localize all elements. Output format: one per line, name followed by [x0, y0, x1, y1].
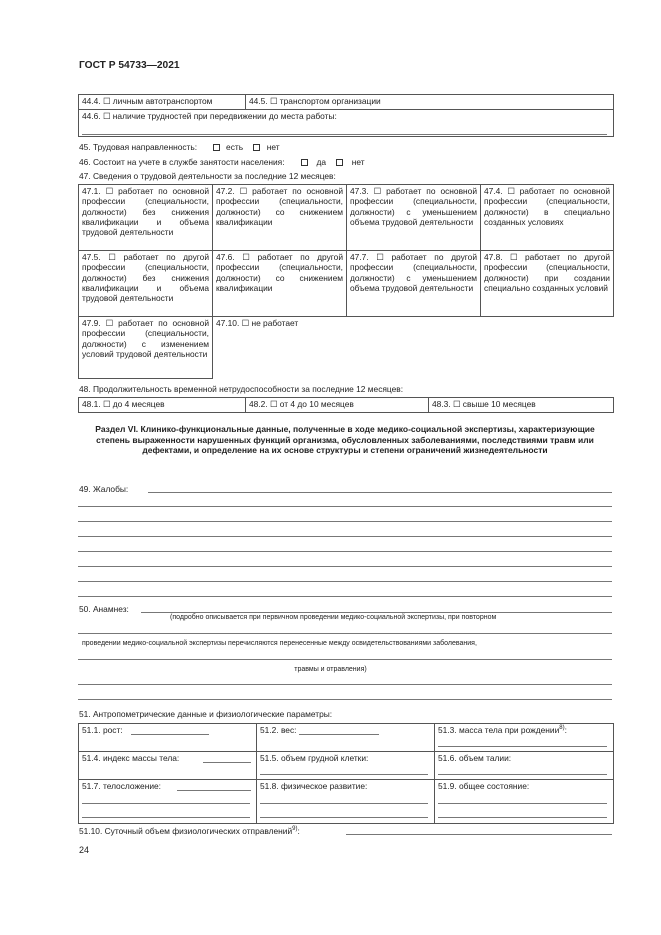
- cell-51-1: [79, 724, 257, 752]
- q51-title: 51. Антропометрические данные и физиологические параметры:: [79, 709, 333, 719]
- option-47-10[interactable]: 47.10. ☐ не работает: [213, 317, 614, 379]
- q46-yes-label: да: [316, 157, 327, 167]
- general-state-field-line[interactable]: [438, 803, 607, 804]
- label-51-2: 51.2. вес:: [260, 725, 297, 735]
- general-state-field-line[interactable]: [438, 817, 607, 818]
- option-47-1[interactable]: 47.1. ☐ работает по основной профессии (специальности, должности) без снижения квалификации и объема трудовой деятельности: [79, 185, 213, 251]
- q46-no-checkbox[interactable]: [336, 159, 343, 166]
- anamnesis-line[interactable]: [78, 633, 612, 634]
- q45-label: 45. Трудовая направленность:: [79, 142, 198, 152]
- label-51-3: 51.3. масса тела при рождении: [438, 725, 560, 735]
- option-48-2[interactable]: 48.2. ☐ от 4 до 10 месяцев: [246, 398, 429, 413]
- complaints-line[interactable]: [78, 566, 612, 567]
- cell-51-3: 51.3. масса тела при рождении$^{8)}$:: [435, 724, 614, 752]
- option-47-9[interactable]: 47.9. ☐ работает по основной профессии (специальности, должности) с изменением условий трудовой деятельности: [79, 317, 213, 379]
- document-header: ГОСТ Р 54733—2021: [79, 60, 180, 71]
- footnote-9-ref: 9): [292, 826, 298, 833]
- q51-10-row: 51.10. Суточный объем физиологических отправлений$^{9)}$:: [79, 826, 300, 836]
- label-51-1: 51.1. рост:: [82, 725, 123, 735]
- build-field-line[interactable]: [82, 817, 250, 818]
- weight-field-line[interactable]: [299, 734, 379, 735]
- cell-51-7: [79, 780, 257, 824]
- difficulty-field-line[interactable]: [82, 134, 607, 135]
- label-51-4: 51.4. индекс массы тела:: [82, 753, 180, 763]
- cell-51-8: [257, 780, 435, 824]
- complaints-line[interactable]: [78, 521, 612, 522]
- q45-row: [79, 142, 280, 152]
- disability-duration-table: [78, 397, 614, 413]
- complaints-line[interactable]: [78, 506, 612, 507]
- label-51-7: 51.7. телосложение:: [82, 781, 161, 791]
- option-44-4[interactable]: 44.4. ☐ личным автотранспортом: [79, 95, 246, 110]
- option-47-8[interactable]: 47.8. ☐ работает по другой профессии (специальности, должности) при создании специально созданных условий: [481, 251, 614, 317]
- label-51-8: 51.8. физическое развитие:: [260, 781, 368, 791]
- option-47-3[interactable]: 47.3. ☐ работает по основной профессии (специальности, должности) с уменьшением объема трудовой деятельности: [347, 185, 481, 251]
- build-field-line[interactable]: [177, 790, 251, 791]
- option-47-5[interactable]: 47.5. ☐ работает по другой профессии (специальности, должности) без снижения квалификации и объема трудовой деятельности: [79, 251, 213, 317]
- complaints-line[interactable]: [78, 551, 612, 552]
- q50-label: 50. Анамнез:: [79, 604, 129, 614]
- anamnesis-hint-1: (подробно описывается при первичном проведении медико-социальной экспертизы, при повторном: [170, 614, 497, 621]
- anamnesis-line[interactable]: [78, 684, 612, 685]
- transport-table: [78, 94, 614, 137]
- section-vi-title: Раздел VI. Клинико-функциональные данные, полученные в ходе медико-социальной экспертизы, характеризующие степень выраженности нарушенных функций организма, обусловленных заболеваниями, последствиями травм или дефектами, и определение на их основе структуры и степени ограничений жизнедеятельности: [95, 424, 595, 456]
- cell-51-4: [79, 752, 257, 780]
- option-47-4[interactable]: 47.4. ☐ работает по основной профессии (специальности, должности) в специально созданных условиях: [481, 185, 614, 251]
- q46-yes-checkbox[interactable]: [301, 159, 308, 166]
- q46-row: [79, 157, 365, 167]
- bmi-field-line[interactable]: [203, 762, 251, 763]
- q45-no-label: нет: [266, 142, 280, 152]
- complaints-line[interactable]: [78, 536, 612, 537]
- complaints-line[interactable]: [78, 581, 612, 582]
- cell-51-2: [257, 724, 435, 752]
- option-47-7[interactable]: 47.7. ☐ работает по другой профессии (специальности, должности) с уменьшением объема трудовой деятельности: [347, 251, 481, 317]
- q49-label: 49. Жалобы:: [79, 484, 129, 494]
- option-48-3[interactable]: 48.3. ☐ свыше 10 месяцев: [429, 398, 614, 413]
- option-44-5[interactable]: 44.5. ☐ транспортом организации: [246, 95, 614, 110]
- cell-51-6: [435, 752, 614, 780]
- footnote-8-ref: 8): [559, 725, 565, 732]
- complaints-line[interactable]: [148, 492, 612, 493]
- q47-title: 47. Сведения о трудовой деятельности за последние 12 месяцев:: [79, 171, 336, 181]
- option-44-6[interactable]: 44.6. ☐ наличие трудностей при передвижении до места работы:: [82, 111, 337, 121]
- chest-field-line[interactable]: [260, 774, 428, 775]
- q45-yes-checkbox[interactable]: [213, 144, 220, 151]
- q51-10-label: 51.10. Суточный объем физиологических отправлений: [79, 826, 293, 836]
- anamnesis-line[interactable]: [78, 659, 612, 660]
- complaints-line[interactable]: [78, 596, 612, 597]
- label-51-9: 51.9. общее состояние:: [438, 781, 530, 791]
- anamnesis-hint-2: проведении медико-социальной экспертизы перечисляются перенесенные между освидетельствованиями заболевания,: [82, 640, 477, 647]
- label-51-5: 51.5. объем грудной клетки:: [260, 753, 369, 763]
- q45-yes-label: есть: [226, 142, 244, 152]
- height-field-line[interactable]: [131, 734, 209, 735]
- q48-title: 48. Продолжительность временной нетрудоспособности за последние 12 месяцев:: [79, 384, 404, 394]
- q46-label: 46. Состоит на учете в службе занятости населения:: [79, 157, 285, 167]
- cell-51-9: [435, 780, 614, 824]
- anamnesis-line[interactable]: [78, 699, 612, 700]
- daily-output-field-line[interactable]: [346, 834, 612, 835]
- option-47-2[interactable]: 47.2. ☐ работает по основной профессии (специальности, должности) со снижением квалификации: [213, 185, 347, 251]
- anthropometric-table: [78, 723, 614, 824]
- build-field-line[interactable]: [82, 803, 250, 804]
- anamnesis-line[interactable]: [141, 612, 612, 613]
- waist-field-line[interactable]: [438, 774, 607, 775]
- label-51-6: 51.6. объем талии:: [438, 753, 512, 763]
- option-44-6-cell: [79, 110, 614, 137]
- anamnesis-hint-3: травмы и отравления): [294, 666, 367, 673]
- birth-weight-field-line[interactable]: [438, 746, 607, 747]
- option-48-1[interactable]: 48.1. ☐ до 4 месяцев: [79, 398, 246, 413]
- physical-dev-field-line[interactable]: [260, 803, 428, 804]
- q45-no-checkbox[interactable]: [253, 144, 260, 151]
- page-number: 24: [79, 845, 90, 855]
- physical-dev-field-line[interactable]: [260, 817, 428, 818]
- cell-51-5: [257, 752, 435, 780]
- work-activity-table: [78, 184, 614, 379]
- q46-no-label: нет: [351, 157, 365, 167]
- option-47-6[interactable]: 47.6. ☐ работает по другой профессии (специальности, должности) со снижением квалификации: [213, 251, 347, 317]
